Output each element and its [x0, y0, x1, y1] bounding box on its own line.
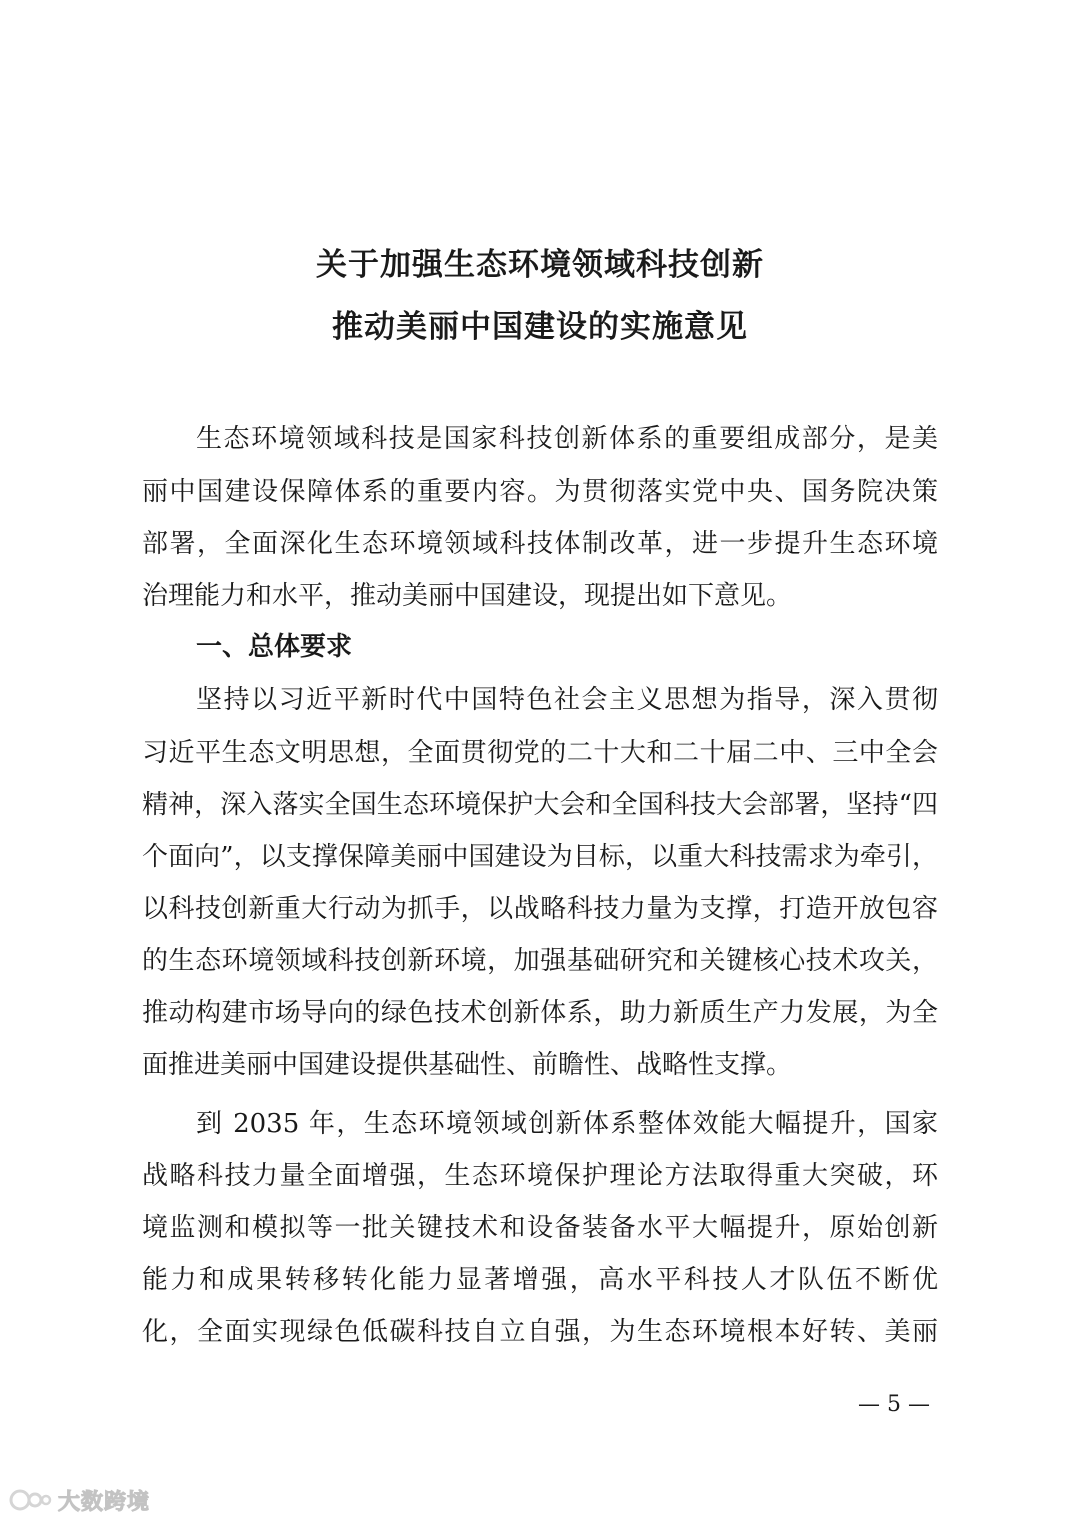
paragraph-line: 化，全面实现绿色低碳科技自立自强，为生态环境根本好转、美丽	[142, 1317, 938, 1347]
paragraph-line: 生态环境领域科技是国家科技创新体系的重要组成部分，是美	[196, 424, 938, 454]
paragraph-line: 治理能力和水平，推动美丽中国建设，现提出如下意见。	[142, 581, 793, 611]
paragraph-line: 习近平生态文明思想，全面贯彻党的二十大和二十届二中、三中全会	[142, 738, 938, 768]
paragraph-line: 战略科技力量全面增强，生态环境保护理论方法取得重大突破，环	[142, 1161, 938, 1191]
paragraph-line: 个面向”，以支撑保障美丽中国建设为目标，以重大科技需求为牵引，	[142, 842, 938, 872]
document-title-line-2: 推动美丽中国建设的实施意见	[332, 309, 748, 345]
watermark	[8, 1483, 150, 1517]
paragraph-line: 能力和成果转移转化能力显著增强，高水平科技人才队伍不断优	[142, 1265, 938, 1295]
brand-logo-icon	[8, 1485, 52, 1515]
paragraph-line: 的生态环境领域科技创新环境，加强基础研究和关键核心技术攻关，	[142, 946, 938, 976]
paragraph-line: 面推进美丽中国建设提供基础性、前瞻性、战略性支撑。	[142, 1050, 793, 1080]
paragraph-line: 丽中国建设保障体系的重要内容。为贯彻落实党中央、国务院决策	[142, 477, 938, 507]
section-heading: 一、总体要求	[196, 632, 353, 662]
paragraph-line: 以科技创新重大行动为抓手，以战略科技力量为支撑，打造开放包容	[142, 894, 938, 924]
paragraph-line: 推动构建市场导向的绿色技术创新体系，助力新质生产力发展，为全	[142, 998, 938, 1028]
page-number: — 5 —	[858, 1392, 930, 1417]
paragraph-line: 到 2035 年，生态环境领域创新体系整体效能大幅提升，国家	[196, 1109, 938, 1139]
document-title-line-1: 关于加强生态环境领域科技创新	[316, 247, 764, 283]
watermark-text: 大数跨境	[58, 1489, 151, 1515]
paragraph-line: 部署，全面深化生态环境领域科技体制改革，进一步提升生态环境	[142, 529, 938, 559]
paragraph-line: 境监测和模拟等一批关键技术和设备装备水平大幅提升，原始创新	[142, 1213, 938, 1243]
paragraph-line: 坚持以习近平新时代中国特色社会主义思想为指导，深入贯彻	[196, 685, 938, 715]
paragraph-line: 精神，深入落实全国生态环境保护大会和全国科技大会部署，坚持“四	[142, 790, 938, 820]
